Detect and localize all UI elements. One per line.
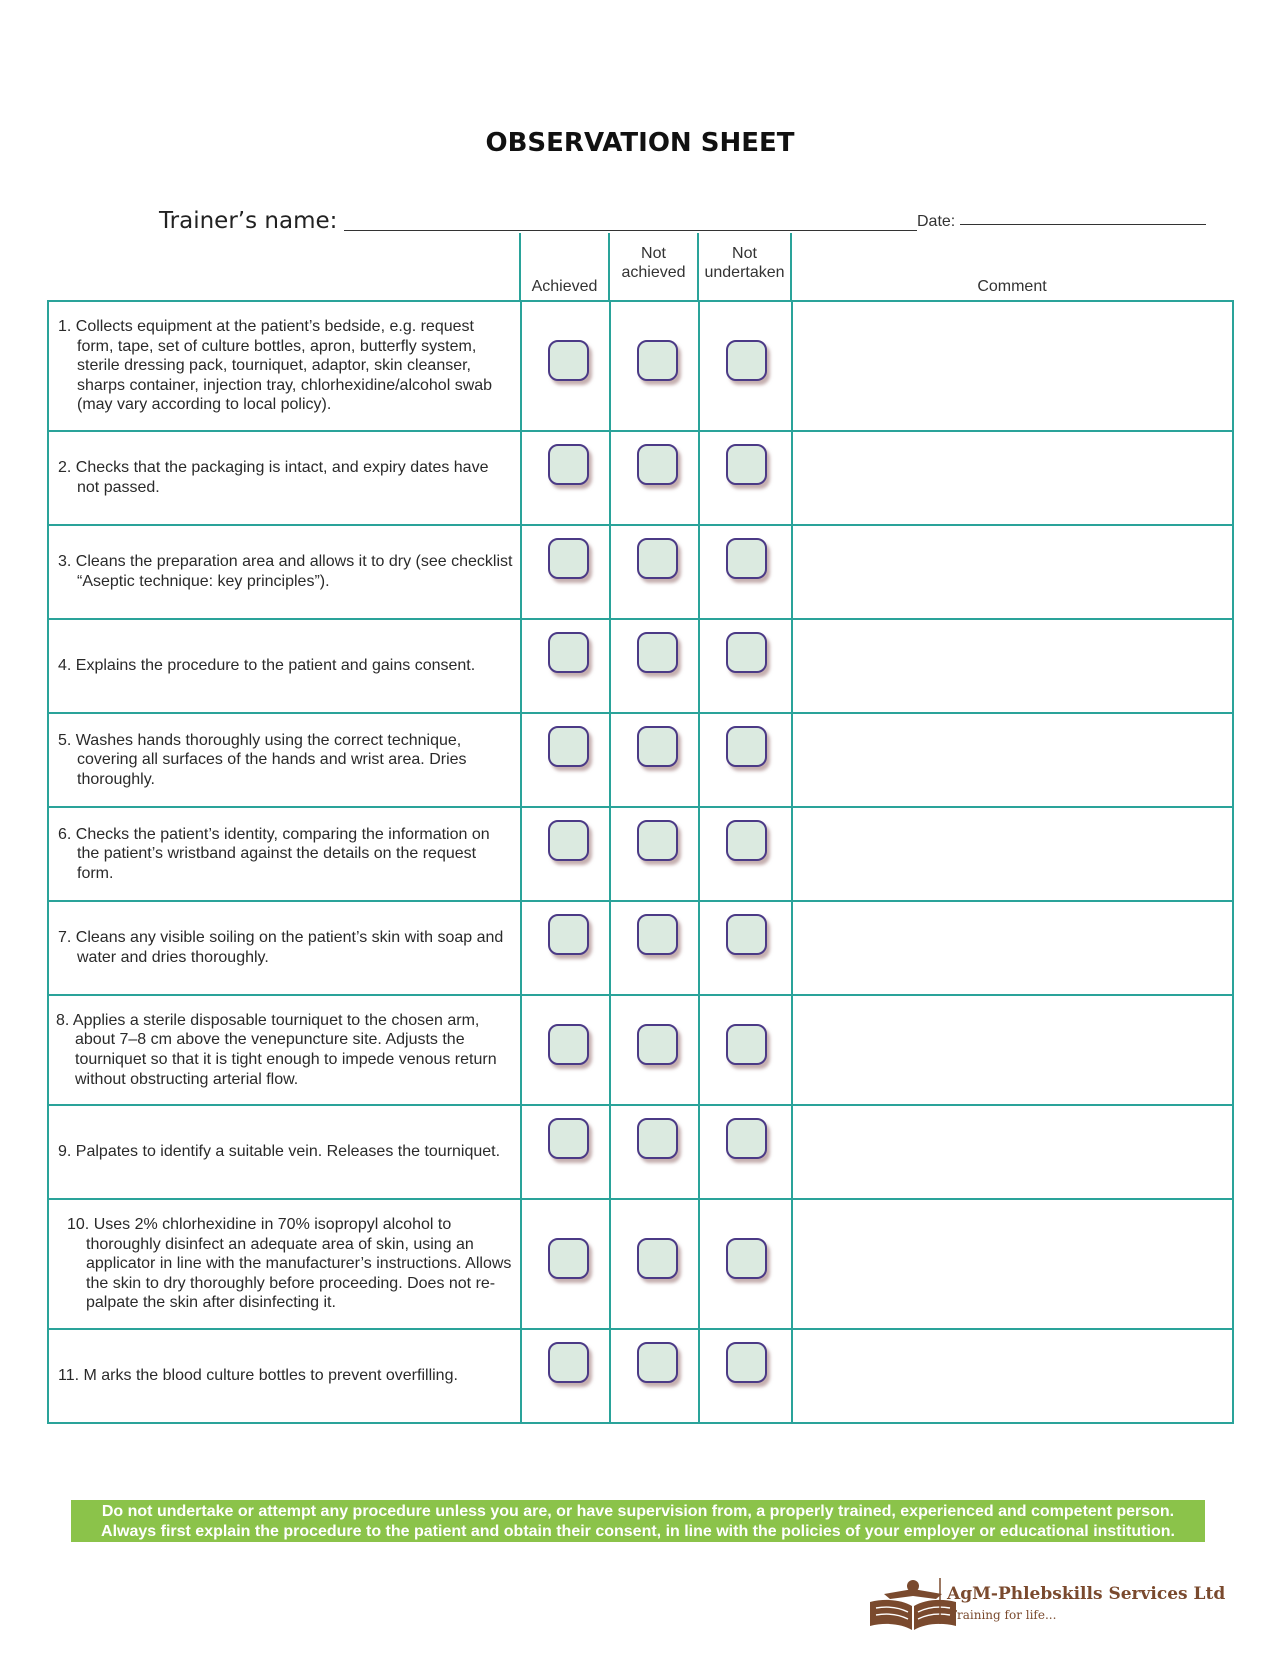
trainer-name-label: Trainer’s name: [159, 208, 338, 234]
cell-not-achieved [610, 901, 699, 995]
cell-not-achieved [610, 807, 699, 901]
cell-not-achieved [610, 525, 699, 619]
date-field[interactable] [960, 224, 1206, 225]
table-row [48, 619, 1233, 713]
table-row [48, 807, 1233, 901]
open-book-icon [870, 1580, 956, 1630]
not-achieved-checkbox[interactable] [637, 1342, 678, 1383]
cell-not-achieved [610, 1199, 699, 1329]
logo-cap [884, 1589, 942, 1599]
achieved-checkbox[interactable] [548, 1024, 589, 1065]
procedure-step-text: 1. Collects equipment at the patient’s bedside, e.g. request form, tape, set of culture bottles, apron, butterfly system, sterile dressing pack, tourniquet, adaptor, skin cleanser, sharps container, injection tray, chlorhexidine/alcohol swab (may vary according to local policy). [58, 318, 493, 414]
table-row [48, 1105, 1233, 1199]
column-header-not-achieved: Not achieved [621, 245, 686, 281]
achieved-checkbox[interactable] [548, 340, 589, 381]
comment-cell[interactable] [792, 525, 1233, 619]
achieved-checkbox[interactable] [548, 1118, 589, 1159]
cell-not-undertaken [699, 525, 792, 619]
not-achieved-checkbox[interactable] [637, 820, 678, 861]
achieved-checkbox[interactable] [548, 914, 589, 955]
not-achieved-checkbox[interactable] [637, 444, 678, 485]
cell-not-undertaken [699, 1199, 792, 1329]
procedure-step [48, 807, 521, 901]
cell-not-undertaken [699, 619, 792, 713]
achieved-checkbox[interactable] [548, 1238, 589, 1279]
table-row [48, 995, 1233, 1105]
procedure-step-text: 3. Cleans the preparation area and allows it to dry (see checklist “Aseptic technique: key principles”). [58, 553, 513, 590]
procedure-step [48, 619, 521, 713]
cell-achieved [521, 431, 610, 525]
cell-not-undertaken [699, 301, 792, 431]
company-tagline: Training for life... [949, 1608, 1057, 1622]
comment-cell[interactable] [792, 301, 1233, 431]
achieved-checkbox[interactable] [548, 444, 589, 485]
comment-cell[interactable] [792, 807, 1233, 901]
not-undertaken-checkbox[interactable] [726, 726, 767, 767]
comment-cell[interactable] [792, 995, 1233, 1105]
cell-achieved [521, 1199, 610, 1329]
achieved-checkbox[interactable] [548, 820, 589, 861]
comment-cell[interactable] [792, 713, 1233, 807]
procedure-step [48, 431, 521, 525]
table-row [48, 1329, 1233, 1423]
not-achieved-checkbox[interactable] [637, 538, 678, 579]
cell-not-undertaken [699, 1329, 792, 1423]
disclaimer-line-1: Do not undertake or attempt any procedure unless you are, or have supervision from, a properly trained, experienced and competent person. [101, 1503, 1175, 1520]
table-row [48, 431, 1233, 525]
procedure-step-text: 10. Uses 2% chlorhexidine in 70% isopropyl alcohol to thoroughly disinfect an adequate area of skin, using an applicator in line with the manufacturer’s instructions. Allows the skin to dry thoroughly before proceeding. Does not re-palpate the skin after disinfecting it. [67, 1216, 512, 1312]
cell-not-achieved [610, 1329, 699, 1423]
cell-not-achieved [610, 1105, 699, 1199]
table-row [48, 1199, 1233, 1329]
comment-cell[interactable] [792, 1105, 1233, 1199]
not-achieved-checkbox[interactable] [637, 1118, 678, 1159]
not-achieved-checkbox[interactable] [637, 914, 678, 955]
cell-achieved [521, 1329, 610, 1423]
not-undertaken-checkbox[interactable] [726, 632, 767, 673]
not-undertaken-checkbox[interactable] [726, 820, 767, 861]
cell-not-achieved [610, 301, 699, 431]
not-undertaken-checkbox[interactable] [726, 914, 767, 955]
cell-not-achieved [610, 619, 699, 713]
comment-cell[interactable] [792, 901, 1233, 995]
achieved-checkbox[interactable] [548, 538, 589, 579]
cell-not-undertaken [699, 1105, 792, 1199]
comment-cell[interactable] [792, 619, 1233, 713]
disclaimer-line-2: Always first explain the procedure to the patient and obtain their consent, in line with the policies of your employer or educational institution. [101, 1522, 1175, 1540]
procedure-step-text: 2. Checks that the packaging is intact, and expiry dates have not passed. [58, 459, 489, 496]
table-row [48, 301, 1233, 431]
trainer-name-field[interactable] [344, 230, 917, 231]
procedure-step-text: 4. Explains the procedure to the patient and gains consent. [58, 657, 476, 675]
not-undertaken-checkbox[interactable] [726, 1118, 767, 1159]
not-achieved-checkbox[interactable] [637, 340, 678, 381]
column-header-not-undertaken: Not undertaken [704, 245, 785, 281]
company-name: AgM-Phlebskills Services Ltd [947, 1584, 1226, 1604]
procedure-step [48, 525, 521, 619]
column-header-comment: Comment [977, 278, 1047, 295]
cell-not-undertaken [699, 431, 792, 525]
cell-not-undertaken [699, 807, 792, 901]
cell-achieved [521, 301, 610, 431]
cell-achieved [521, 1105, 610, 1199]
not-undertaken-checkbox[interactable] [726, 444, 767, 485]
procedure-step-text: 7. Cleans any visible soiling on the patient’s skin with soap and water and dries thoroughly. [58, 929, 504, 966]
procedure-step [48, 995, 521, 1105]
comment-cell[interactable] [792, 431, 1233, 525]
cell-achieved [521, 619, 610, 713]
cell-achieved [521, 807, 610, 901]
procedure-step [48, 1105, 521, 1199]
cell-not-undertaken [699, 713, 792, 807]
cell-not-achieved [610, 995, 699, 1105]
page-title: OBSERVATION SHEET [485, 128, 795, 158]
cell-not-achieved [610, 431, 699, 525]
table-row [48, 713, 1233, 807]
procedure-step-text: 8. Applies a sterile disposable tourniquet to the chosen arm, about 7–8 cm above the venepuncture site. Adjusts the tourniquet so that it is tight enough to impede venous return without obstructing arterial flow. [56, 1011, 497, 1088]
cell-not-undertaken [699, 995, 792, 1105]
comment-cell[interactable] [792, 1199, 1233, 1329]
date-label: Date: [917, 213, 956, 230]
not-achieved-checkbox[interactable] [637, 1024, 678, 1065]
observation-table [47, 300, 1234, 1424]
cell-achieved [521, 995, 610, 1105]
not-undertaken-checkbox[interactable] [726, 1238, 767, 1279]
not-undertaken-checkbox[interactable] [726, 340, 767, 381]
table-row [48, 525, 1233, 619]
not-undertaken-checkbox[interactable] [726, 538, 767, 579]
observation-rows [48, 301, 1233, 1423]
cell-not-achieved [610, 713, 699, 807]
procedure-step [48, 901, 521, 995]
procedure-step [48, 713, 521, 807]
procedure-step [48, 1329, 521, 1423]
not-achieved-checkbox[interactable] [637, 1238, 678, 1279]
safety-disclaimer [71, 1500, 1205, 1542]
procedure-step-text: 5. Washes hands thoroughly using the correct technique, covering all surfaces of the hands and wrist area. Dries thoroughly. [58, 731, 467, 788]
procedure-step-text: 6. Checks the patient’s identity, comparing the information on the patient’s wristband against the details on the request form. [58, 825, 490, 882]
not-undertaken-checkbox[interactable] [726, 1024, 767, 1065]
cell-not-undertaken [699, 901, 792, 995]
table-row [48, 901, 1233, 995]
cell-achieved [521, 901, 610, 995]
achieved-checkbox[interactable] [548, 726, 589, 767]
not-achieved-checkbox[interactable] [637, 726, 678, 767]
not-achieved-checkbox[interactable] [637, 632, 678, 673]
procedure-step [48, 301, 521, 431]
procedure-step-text: 11. M arks the blood culture bottles to prevent overfilling. [58, 1367, 458, 1385]
cell-achieved [521, 713, 610, 807]
achieved-checkbox[interactable] [548, 632, 589, 673]
not-undertaken-checkbox[interactable] [726, 1342, 767, 1383]
procedure-step [48, 1199, 521, 1329]
cell-achieved [521, 525, 610, 619]
achieved-checkbox[interactable] [548, 1342, 589, 1383]
procedure-step-text: 9. Palpates to identify a suitable vein. Releases the tourniquet. [58, 1143, 501, 1161]
column-header-achieved: Achieved [531, 278, 598, 295]
comment-cell[interactable] [792, 1329, 1233, 1423]
